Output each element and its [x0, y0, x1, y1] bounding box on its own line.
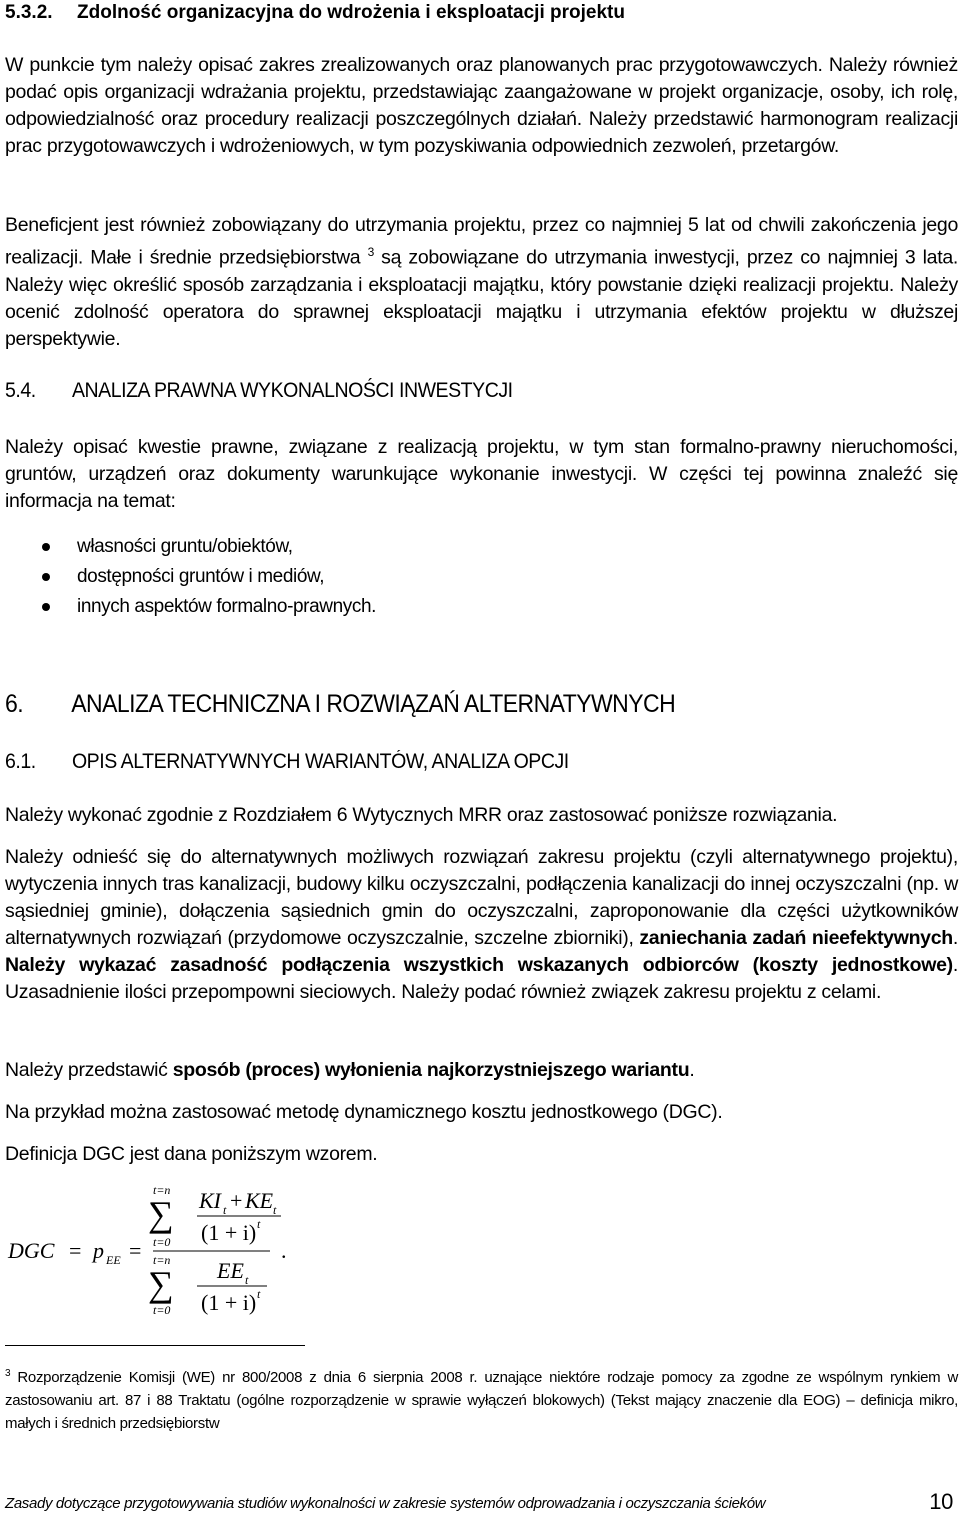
paragraph-text: Należy odnieść się do alternatywnych możliwych rozwiązań zakresu projektu (czyli alternatywnego projektu), wytyczenia innych tras kanalizacji, budowy kilku oczyszczalni, podłączenia kanalizacji do innej oczyszczalni (np. w sąsiedniej gminie), dołączenia sąsiednich gmin do oczyszczalni, zaproponowanie dla części użytkowników alternatywnych rozwiązań (przydomowe oczyszczalnie, szczelne zbiorniki), — [5, 846, 958, 949]
bold-text: Należy wykazać zasadność podłączenia wszystkich wskazanych odbiorców (koszty jednostkowe) — [5, 954, 953, 976]
section-number: 5.3.2. — [5, 2, 53, 23]
sum-upper-limit: t=n — [153, 1183, 171, 1197]
section-title: ANALIZA PRAWNA WYKONALNOŚCI INWESTYCJI — [71, 379, 513, 402]
section-heading-5-4 — [5, 379, 842, 409]
paragraph-alternatives — [5, 844, 958, 1006]
footer-text: Zasady dotyczące przygotowywania studiów wykonalności w zakresie systemów odprowadzania i oczyszczania ścieków — [5, 1495, 766, 1512]
paragraph-legal-issues — [5, 434, 958, 515]
bullet-icon — [42, 573, 50, 581]
formula-denominator: (1 + i) — [201, 1290, 257, 1315]
footnote-reference: 3 — [367, 245, 374, 259]
footnote-text: Rozporządzenie Komisji (WE) nr 800/2008 z dnia 6 sierpnia 2008 r. uznające niektóre rodzaje pomocy za zgodne ze wspólnym rynkiem w zastosowaniu art. 87 i 88 Traktatu (ogólne rozporządzenie w sprawie wyłączeń blokowych) (Tekst mający znaczenie dla EOG) – definicja mikro, małych i średnich przedsiębiorstw — [5, 1369, 958, 1432]
bold-text: zaniechania zadań nieefektywnych — [639, 927, 953, 949]
section-heading-5-3-2 — [5, 2, 905, 28]
page-footer — [5, 1489, 958, 1521]
list-item — [40, 592, 376, 622]
paragraph-selection-process — [5, 1057, 958, 1084]
section-number: 6. — [5, 690, 24, 718]
sum-upper-limit: t=n — [153, 1253, 171, 1267]
paragraph-preparatory-work — [5, 52, 958, 160]
formula-ki: KI — [199, 1188, 221, 1213]
paragraph-text: Definicja DGC jest dana poniższym wzorem. — [5, 1143, 378, 1165]
formula-ke-sub: t — [273, 1203, 277, 1217]
dgc-formula — [5, 1180, 365, 1320]
page-number: 10 — [929, 1489, 953, 1514]
formula-exponent: t — [257, 1287, 261, 1301]
bullet-list — [40, 532, 376, 622]
formula-graphic — [5, 1180, 365, 1320]
paragraph-text: . Uzasadnienie ilości przepompowni sieciowych. Należy podać również związek zakresu projektu z celami. — [5, 954, 958, 1003]
sigma-icon: ∑ — [148, 1194, 174, 1234]
formula-p-sub: EE — [106, 1253, 121, 1267]
list-item-text: innych aspektów formalno-prawnych. — [77, 596, 376, 617]
footnote-separator — [5, 1345, 305, 1346]
formula-lhs: DGC — [8, 1238, 55, 1263]
section-number: 6.1. — [5, 750, 36, 773]
formula-equals: = — [129, 1238, 142, 1263]
paragraph-text: Na przykład można zastosować metodę dynamicznego kosztu jednostkowego (DGC). — [5, 1101, 723, 1123]
formula-exponent: t — [257, 1217, 261, 1231]
section-title: Zdolność organizacyjna do wdrożenia i eksploatacji projektu — [77, 2, 625, 23]
formula-ee-sub: t — [245, 1273, 249, 1287]
section-heading-6-1 — [5, 750, 842, 780]
formula-period: . — [281, 1238, 287, 1263]
chapter-heading-6 — [5, 690, 833, 724]
paragraph-text: Należy przedstawić — [5, 1059, 173, 1081]
paragraph-project-durability — [5, 212, 958, 353]
sigma-icon: ∑ — [148, 1264, 174, 1304]
bullet-icon — [42, 543, 50, 551]
bold-text: sposób (proces) wyłonienia najkorzystniejszego wariantu — [172, 1059, 690, 1081]
formula-ki-sub: t — [223, 1203, 227, 1217]
paragraph-dgc-method — [5, 1099, 958, 1126]
paragraph-text: W punkcie tym należy opisać zakres zrealizowanych oraz planowanych prac przygotowawczych. Należy również podać opis organizacji wdrażania projektu, przedstawiając zaangażowane w projekt organizacje, osoby, ich rolę, odpowiedzialność oraz procedury realizacji poszczególnych działań. Należy przedstawić harmonogram realizacji prac przygotowawczych i wdrożeniowych, w tym pozyskiwania odpowiednich zezwoleń, przetargów. — [5, 54, 958, 157]
paragraph-guidelines — [5, 802, 958, 829]
paragraph-dgc-definition — [5, 1141, 958, 1168]
section-title: ANALIZA TECHNICZNA I ROZWIĄZAŃ ALTERNATYWNYCH — [71, 690, 676, 718]
formula-equals: = — [69, 1238, 82, 1263]
formula-p: p — [93, 1238, 104, 1263]
formula-ke: KE — [245, 1188, 274, 1213]
footnote — [5, 1362, 958, 1435]
bullet-icon — [42, 603, 50, 611]
section-title: OPIS ALTERNATYWNYCH WARIANTÓW, ANALIZA OPCJI — [71, 750, 569, 773]
paragraph-text: Należy opisać kwestie prawne, związane z realizacją projektu, w tym stan formalno-prawny nieruchomości, gruntów, urządzeń oraz dokumenty warunkujące wykonanie inwestycji. W części tej powinna znaleźć się informacja na temat: — [5, 436, 958, 512]
paragraph-text: . — [952, 927, 959, 949]
list-item-text: dostępności gruntów i mediów, — [77, 566, 325, 587]
footnote-mark: 3 — [5, 1368, 11, 1379]
paragraph-text: Beneficjent jest również zobowiązany do utrzymania projektu, przez co najmniej 5 lat od chwili zakończenia jego realizacji. Małe i średnie przedsiębiorstwa — [5, 214, 958, 269]
list-item — [40, 562, 376, 592]
section-number: 5.4. — [5, 379, 36, 402]
sum-lower-limit: t=0 — [153, 1235, 171, 1249]
paragraph-text: są zobowiązane do utrzymania inwestycji, przez co najmniej 3 lata. Należy więc określić sposób zarządzania i eksploatacji majątku, który powstanie dzięki realizacji projektu. Należy ocenić zdolność operatora do sprawnej eksploatacji majątku i utrzymania efektów projektu w dłuższej perspektywie. — [5, 246, 959, 350]
formula-plus: + — [230, 1188, 243, 1213]
list-item — [40, 532, 376, 562]
list-item-text: własności gruntu/obiektów, — [77, 536, 293, 557]
formula-ee: EE — [217, 1258, 244, 1283]
paragraph-text: Należy wykonać zgodnie z Rozdziałem 6 Wytycznych MRR oraz zastosować poniższe rozwiązania. — [5, 804, 838, 826]
paragraph-text: . — [689, 1059, 695, 1081]
formula-denominator: (1 + i) — [201, 1220, 257, 1245]
sum-lower-limit: t=0 — [153, 1303, 171, 1317]
